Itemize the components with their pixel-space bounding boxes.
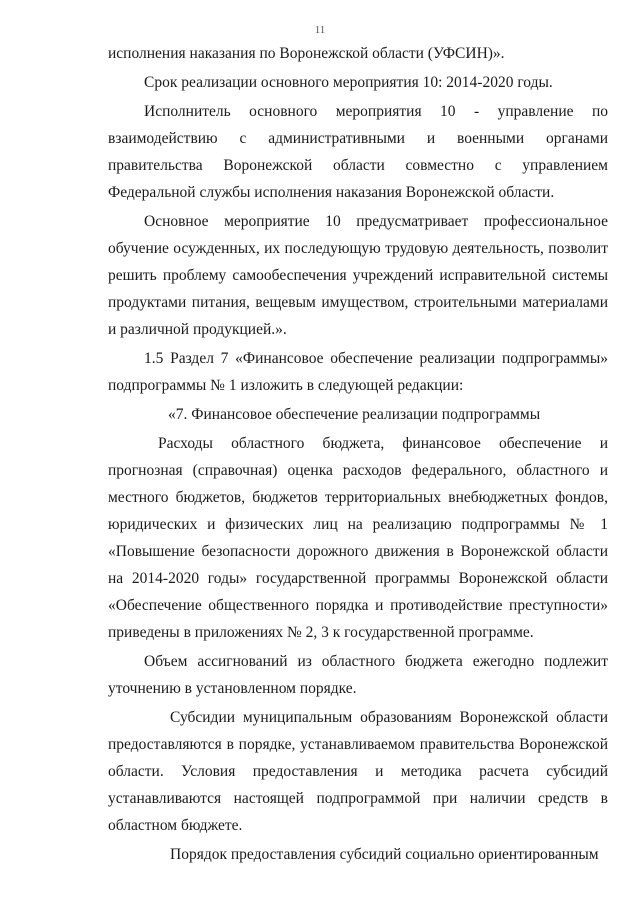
paragraph-4: Основное мероприятие 10 предусматривает профессиональное обучение осужденных, их последующую трудовую деятельность, позволит решить проблему самообеспечения учреждений исправительной системы продуктами питания, вещевым имуществом, строительными материалами и различной продукцией.». <box>108 213 608 338</box>
paragraph-7: Объем ассигнований из областного бюджета ежегодно подлежит уточнению в установленном порядке. <box>108 653 608 697</box>
paragraph-3: Исполнитель основного мероприятия 10 - управление по взаимодействию с административными и военными органами правительства Воронежской области совместно с управлением Федеральной службы исполнения наказания Воронежской области. <box>108 103 608 201</box>
paragraph-9: Порядок предоставления субсидий социально ориентированным <box>170 846 599 863</box>
paragraph-6: Расходы областного бюджета, финансовое обеспечение и прогнозная (справочная) оценка расходов федерального, областного и местного бюджетов, бюджетов территориальных внебюджетных фондов, юридических и физических лиц на реализацию подпрограммы № 1 «Повышение безопасности дорожного движения в Воронежской области на 2014-2020 годы» государственной программы Воронежской области «Обеспечение общественного порядка и противодействие преступности» приведены в приложениях № 2, 3 к государственной программе. <box>108 435 608 641</box>
paragraph-1: исполнения наказания по Воронежской области (УФСИН)». <box>108 45 505 62</box>
page-number: 11 <box>314 24 326 36</box>
section-heading: «7. Финансовое обеспечение реализации подпрограммы <box>168 406 541 423</box>
paragraph-2: Срок реализации основного мероприятия 10: 2014-2020 годы. <box>144 74 553 91</box>
paragraph-5: 1.5 Раздел 7 «Финансовое обеспечение реализации подпрограммы» подпрограммы № 1 изложить в следующей редакции: <box>108 350 608 394</box>
paragraph-8: Субсидии муниципальным образованиям Воронежской области предоставляются в порядке, устанавливаемом правительства Воронежской области. Условия предоставления и методика расчета субсидий устанавливаются настоящей подпрограммой при наличии средств в областном бюджете. <box>108 709 608 834</box>
document-body <box>108 40 608 868</box>
